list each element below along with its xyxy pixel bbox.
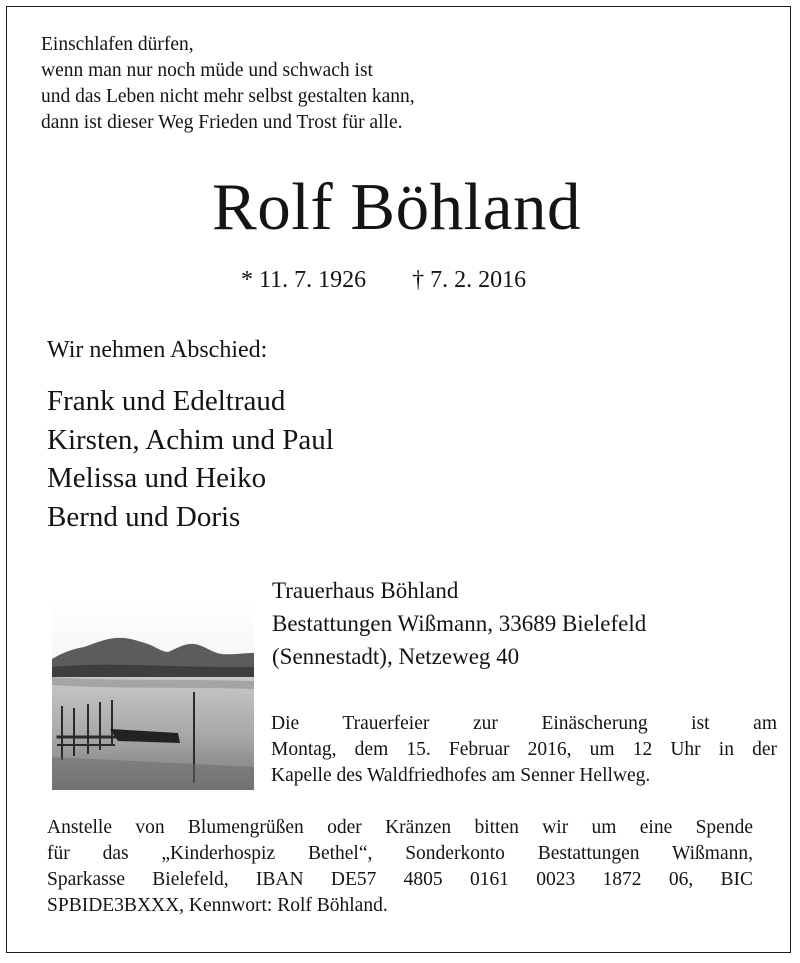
death-date: † 7. 2. 2016 (412, 267, 527, 293)
poem-line: dann ist dieser Weg Frieden und Trost für alle. (41, 112, 403, 133)
address-line: (Sennestadt), Netzeweg 40 (272, 644, 520, 669)
family-list (47, 382, 334, 536)
deceased-name: Rolf Böhland (212, 170, 581, 244)
family-member: Melissa und Heiko (47, 462, 267, 494)
address-line: Bestattungen Wißmann, 33689 Bielefeld (272, 611, 647, 636)
ceremony-line: Montag, dem 15. Februar 2016, um 12 Uhr in der (271, 739, 777, 760)
mourning-house-address (272, 574, 646, 673)
farewell-intro: Wir nehmen Abschied: (47, 337, 268, 363)
ceremony-line: Die Trauerfeier zur Einäscherung ist am (271, 713, 777, 734)
donation-line: Anstelle von Blumengrüßen oder Kränzen bitten wir um eine Spende (47, 817, 753, 838)
poem-line: wenn man nur noch müde und schwach ist (41, 60, 373, 81)
family-member: Frank und Edeltraud (47, 385, 286, 417)
donation-notice (47, 815, 753, 919)
life-dates (241, 264, 526, 296)
donation-line: für das „Kinderhospiz Bethel“, Sonderkonto Bestattungen Wißmann, (47, 843, 753, 864)
donation-line: Sparkasse Bielefeld, IBAN DE57 4805 0161 0023 1872 06, BIC (47, 869, 753, 890)
family-member: Bernd und Doris (47, 500, 241, 533)
ceremony-notice (271, 711, 777, 789)
donation-line: SPBIDE3BXXX, Kennwort: Rolf Böhland. (47, 895, 388, 916)
poem (41, 32, 415, 136)
family-member: Kirsten, Achim und Paul (47, 423, 334, 456)
birth-date: * 11. 7. 1926 (241, 267, 367, 293)
ceremony-line: Kapelle des Waldfriedhofes am Senner Hellweg. (271, 765, 651, 786)
address-line: Trauerhaus Böhland (272, 578, 459, 603)
poem-line: und das Leben nicht mehr selbst gestalten kann, (41, 86, 415, 107)
lake-with-jetty-image (52, 597, 254, 790)
poem-line: Einschlafen dürfen, (41, 34, 194, 55)
